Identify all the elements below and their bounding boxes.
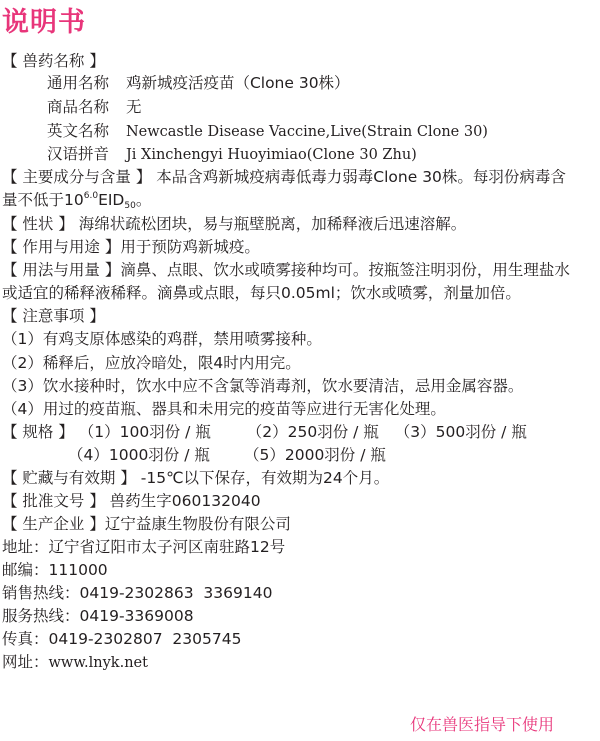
pinyin-name-value: Ji Xinchengyi Huoyimiao(Clone 30 Zhu) <box>125 147 417 163</box>
vet-guidance-note: 仅在兽医指导下使用 <box>409 715 554 734</box>
property-row <box>2 213 596 236</box>
composition-unit: EID <box>98 191 125 209</box>
storage-row <box>2 467 596 490</box>
spec-item: （4）1000羽份 / 瓶 <box>68 446 210 464</box>
trade-name-label: 商品名称 <box>47 98 110 116</box>
note-item: （1）有鸡支原体感染的鸡群，禁用喷雾接种。 <box>2 330 322 348</box>
trade-name-row <box>47 96 596 119</box>
composition-text: 本品含鸡新城疫病毒低毒力弱毒Clone 30株。每羽份病毒含 <box>156 168 566 186</box>
service-hotline-line: 服务热线：0419-3369008 <box>2 607 194 625</box>
note-item: （3）饮水接种时，饮水中应不含氯等消毒剂，饮水要清洁，忌用金属容器。 <box>2 377 524 395</box>
trade-name-value: 无 <box>125 98 142 116</box>
pinyin-name-row <box>47 143 596 167</box>
composition-row <box>2 166 596 189</box>
english-name-label: 英文名称 <box>47 122 110 140</box>
spec-row <box>2 421 596 444</box>
usage-row <box>2 236 596 259</box>
fax-line: 传真：0419-2302807 2305745 <box>2 630 242 648</box>
spec-item: （5）2000羽份 / 瓶 <box>244 446 386 464</box>
approval-row <box>2 490 596 513</box>
property-heading: 【 性状 】 <box>2 215 74 233</box>
generic-name-label: 通用名称 <box>47 74 110 92</box>
spec-heading: 【 规格 】 <box>2 423 74 441</box>
approval-heading: 【 批准文号 】 <box>2 492 105 510</box>
english-name-value: Newcastle Disease Vaccine,Live(Strain Clone 30) <box>125 124 488 140</box>
composition-heading: 【 主要成分与含量 】 <box>2 168 152 186</box>
maker-heading: 【 生产企业 】 <box>2 515 105 533</box>
property-text: 海绵状疏松团块，易与瓶壁脱离，加稀释液后迅速溶解。 <box>78 215 467 233</box>
website-link[interactable]: www.lnyk.net <box>48 655 148 671</box>
storage-heading: 【 贮藏与有效期 】 <box>2 469 136 487</box>
postcode-line: 邮编：111000 <box>2 561 108 579</box>
spec-item: （1）100羽份 / 瓶 <box>78 423 211 441</box>
usage-heading: 【 作用与用途 】 <box>2 238 121 256</box>
note-item: （4）用过的疫苗瓶、器具和未用完的疫苗等应进行无害化处理。 <box>2 400 446 418</box>
maker-row <box>2 513 596 536</box>
spec-row-2 <box>68 444 596 467</box>
composition-end: 。 <box>135 191 152 209</box>
composition-row-2 <box>2 189 596 212</box>
maker-text: 辽宁益康生物股份有限公司 <box>104 515 291 533</box>
sales-hotline-line: 销售热线：0419-2302863 3369140 <box>2 584 273 602</box>
spec-item: （2）250羽份 / 瓶 <box>246 423 379 441</box>
storage-text: -15℃以下保存，有效期为24个月。 <box>140 469 390 487</box>
pinyin-name-label: 汉语拼音 <box>47 145 110 163</box>
english-name-row <box>47 120 596 144</box>
dosage-row <box>2 259 596 282</box>
dosage-text: 滴鼻、点眼、饮水或喷雾接种均可。按瓶签注明羽份，用生理盐水 <box>120 261 570 279</box>
composition-text-2: 量不低于10 <box>2 191 84 209</box>
address-line: 地址：辽宁省辽阳市太子河区南驻路12号 <box>2 538 286 556</box>
approval-text: 兽药生字060132040 <box>109 492 261 510</box>
document-title: 说明书 <box>2 7 86 38</box>
generic-name-value: 鸡新城疫活疫苗（Clone 30株） <box>125 74 350 92</box>
website-row <box>2 651 596 675</box>
notes-heading: 【 注意事项 】 <box>2 307 105 325</box>
composition-exponent: 6.0 <box>83 191 99 201</box>
composition-subscript: 50 <box>124 201 136 211</box>
note-item: （2）稀释后，应放冷暗处，限4时内用完。 <box>2 354 301 372</box>
generic-name-row <box>47 72 596 95</box>
spec-item: （3）500羽份 / 瓶 <box>394 423 527 441</box>
website-label: 网址： <box>2 653 49 671</box>
dosage-heading: 【 用法与用量 】 <box>2 261 121 279</box>
dosage-row-2: 或适宜的稀释液稀释。滴鼻或点眼，每只0.05ml；饮水或喷雾，剂量加倍。 <box>2 284 521 302</box>
usage-text: 用于预防鸡新城疫。 <box>120 238 260 256</box>
name-heading: 【 兽药名称 】 <box>2 52 105 70</box>
